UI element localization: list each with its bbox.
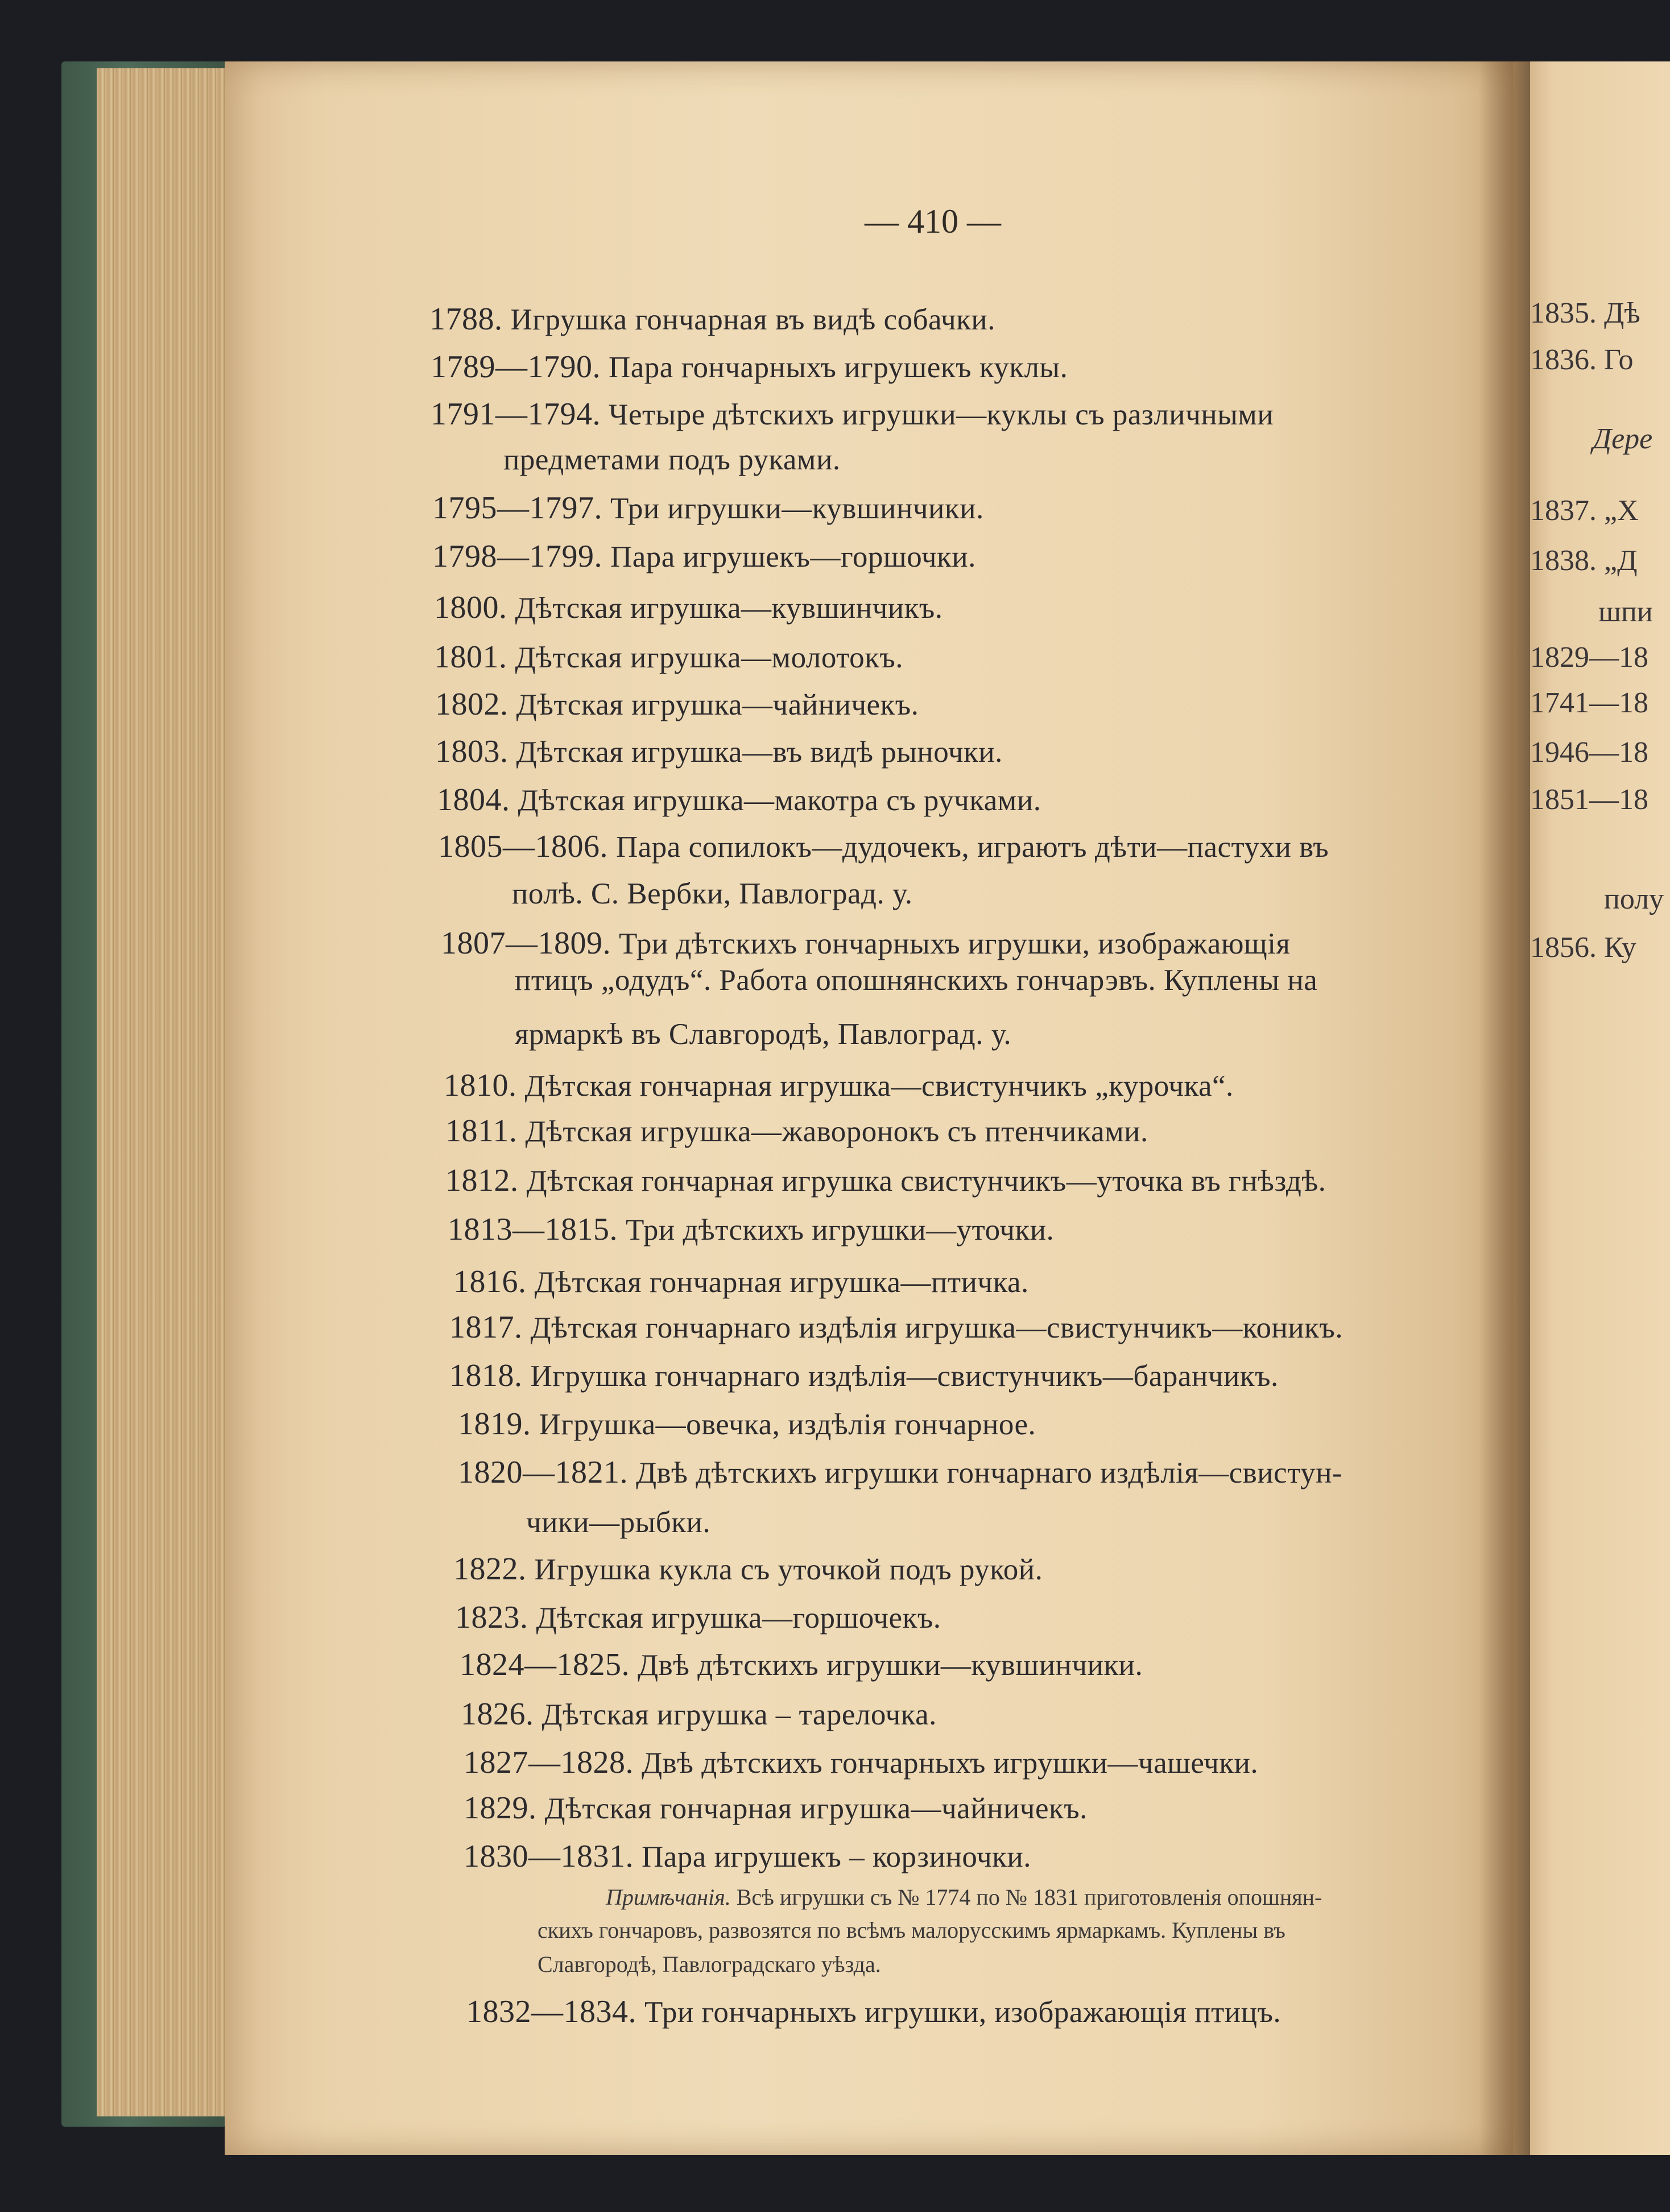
entry-continuation: предметами подъ руками.	[503, 443, 841, 476]
entry: 1807—1809. Три дѣтскихъ гончарныхъ игрушки, изображающія	[441, 926, 1291, 961]
entry: 1820—1821. Двѣ дѣтскихъ игрушки гончарнаго издѣлія—свистун-	[458, 1455, 1343, 1490]
entry-continuation: полѣ. С. Вербки, Павлоград. у.	[512, 877, 913, 910]
entry: 1795—1797. Три игрушки—кувшинчики.	[432, 490, 984, 526]
right-page-fragment: 1741—18	[1530, 687, 1648, 719]
entry-continuation: чики—рыбки.	[526, 1506, 711, 1539]
entry: 1832—1834. Три гончарныхъ игрушки, изображающія птицъ.	[466, 1994, 1282, 2029]
entry: 1817. Дѣтская гончарнаго издѣлія игрушка—свистунчикъ—коникъ.	[449, 1310, 1344, 1345]
right-page-fragment: шпи	[1598, 596, 1653, 628]
entry: 1812. Дѣтская гончарная игрушка свистунчикъ—уточка въ гнѣздѣ.	[445, 1163, 1326, 1198]
entry: 1804. Дѣтская игрушка—макотра съ ручками.	[437, 782, 1041, 818]
entry: 1822. Игрушка кукла съ уточкой подъ рукой.	[453, 1551, 1043, 1587]
entry: 1823. Дѣтская игрушка—горшочекъ.	[455, 1600, 941, 1635]
entry: 1811. Дѣтская игрушка—жаворонокъ съ птенчиками.	[445, 1113, 1148, 1149]
entry: 1802. Дѣтская игрушка—чайничекъ.	[435, 687, 919, 722]
right-page-fragment: полу	[1604, 883, 1664, 915]
footnote-label: Примѣчанія.	[606, 1884, 731, 1910]
entry: 1818. Игрушка гончарнаго издѣлія—свистунчикъ—баранчикъ.	[449, 1358, 1279, 1393]
footnote-line: Славгородѣ, Павлоградскаго уѣзда.	[538, 1951, 881, 1977]
entry: 1805—1806. Пара сопилокъ—дудочекъ, играютъ дѣти—пастухи въ	[438, 829, 1329, 864]
entry: 1819. Игрушка—овечка, издѣлія гончарное.	[458, 1406, 1036, 1442]
entry: 1800. Дѣтская игрушка—кувшинчикъ.	[434, 590, 943, 625]
entry: 1803. Дѣтская игрушка—въ видѣ рыночки.	[435, 734, 1003, 769]
right-page-fragment: 1835. Дѣ	[1530, 297, 1640, 329]
entry: 1788. Игрушка гончарная въ видѣ собачки.	[429, 302, 995, 337]
footnote-line: скихъ гончаровъ, развозятся по всѣмъ малорусскимъ ярмаркамъ. Куплены въ	[538, 1917, 1285, 1943]
entry: 1801. Дѣтская игрушка—молотокъ.	[434, 639, 904, 675]
entry: 1798—1799. Пара игрушекъ—горшочки.	[432, 539, 976, 574]
page-number: — 410 —	[865, 203, 1001, 240]
entry: 1789—1790. Пара гончарныхъ игрушекъ куклы.	[431, 349, 1068, 385]
right-page-fragment: 1946—18	[1530, 736, 1648, 769]
entry: 1827—1828. Двѣ дѣтскихъ гончарныхъ игрушки—чашечки.	[464, 1745, 1259, 1780]
entry: 1813—1815. Три дѣтскихъ игрушки—уточки.	[448, 1212, 1055, 1247]
entry-continuation: ярмаркѣ въ Славгородѣ, Павлоград. у.	[515, 1018, 1012, 1051]
entry: 1810. Дѣтская гончарная игрушка—свистунчикъ „курочка“.	[444, 1068, 1234, 1103]
entry: 1829. Дѣтская гончарная игрушка—чайничекъ.	[464, 1790, 1088, 1826]
entry-continuation: птицъ „одудъ“. Работа опошнянскихъ гончарэвъ. Куплены на	[515, 964, 1318, 997]
right-page-fragment: 1829—18	[1530, 641, 1648, 674]
right-page-fragment: 1838. „Д	[1530, 544, 1638, 577]
right-page-fragment: 1856. Ку	[1530, 931, 1636, 964]
entry: 1816. Дѣтская гончарная игрушка—птичка.	[453, 1264, 1029, 1299]
footnote-line: Примѣчанія. Всѣ игрушки съ № 1774 по № 1831 приготовленія опошнян-	[606, 1884, 1322, 1910]
entry: 1830—1831. Пара игрушекъ – корзиночки.	[464, 1839, 1031, 1874]
entry: 1791—1794. Четыре дѣтскихъ игрушки—куклы съ различными	[431, 397, 1274, 432]
entry: 1826. Дѣтская игрушка – тарелочка.	[461, 1697, 937, 1732]
right-page-fragment: 1836. Го	[1530, 344, 1634, 376]
right-page-fragment: 1837. „Х	[1530, 494, 1639, 527]
right-page-fragment: 1851—18	[1530, 783, 1648, 816]
right-page-fragment: Дере	[1593, 423, 1653, 455]
entry: 1824—1825. Двѣ дѣтскихъ игрушки—кувшинчики.	[460, 1647, 1143, 1682]
